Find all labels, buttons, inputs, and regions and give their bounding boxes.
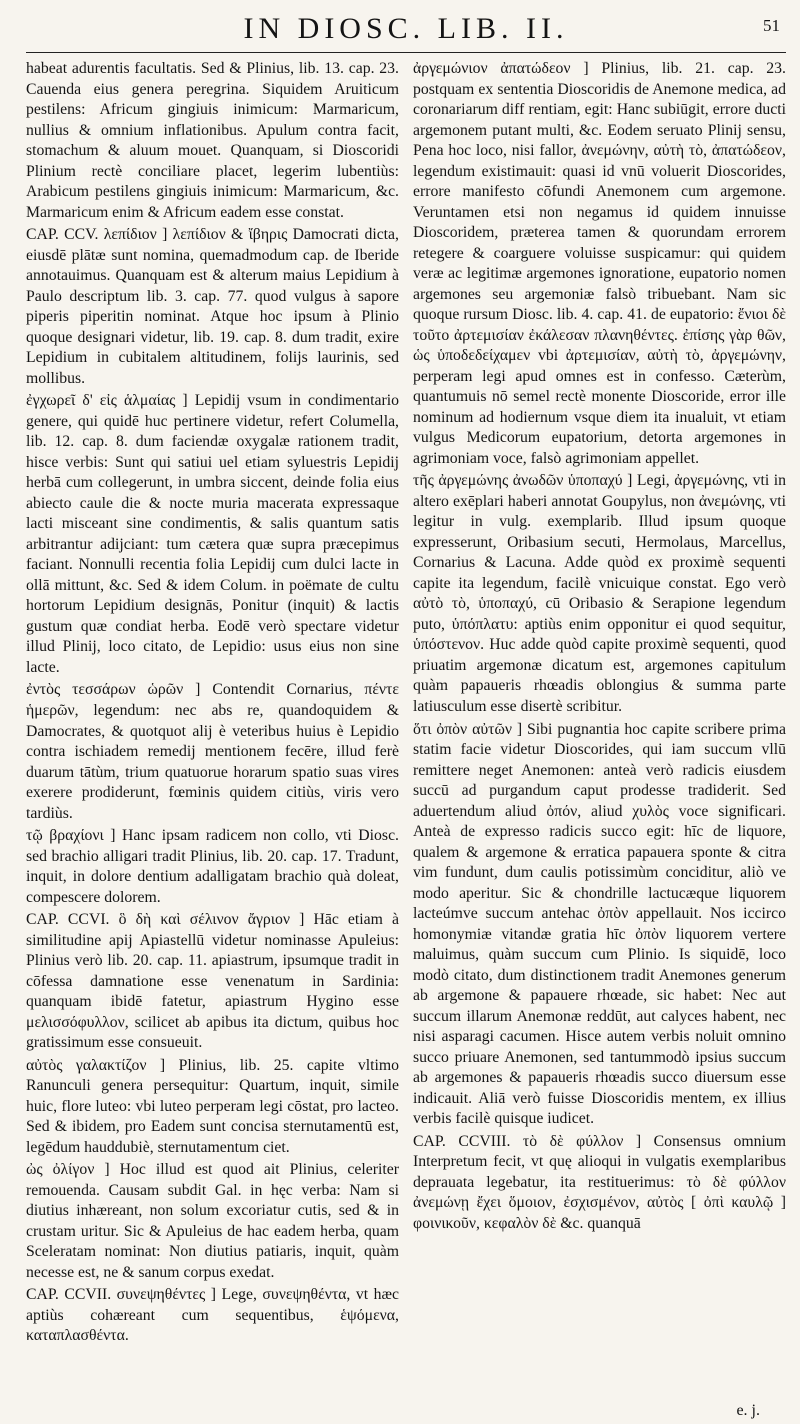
paragraph: habeat adurentis facultatis. Sed & Plinius, lib. 13. cap. 23. Cauenda eius genera peregrina. Siquidem Aruiticum pestilens: Africum gingiuis inimicum: Marmaricum, nullius & omnium inflationibus. Apulum contra facit, stomachum & aluum mouet. Quanquam, si Dioscoridi Plinium rectè conciliare placet, legerim lubentiùs: Arabicum pestilens gingiuis inimicum: Marmaricum, &c. Marmaricum enim & Africum eadem esse constat. <box>26 60 399 221</box>
paragraph: αὐτὸς γαλακτίζον ] Plinius, lib. 25. capite vltimo Ranunculi genera persequitur: Quartum, inquit, simile huic, flore luteo: vbi luteo perperam legi cōstat, pro lacteo. Sed & ibidem, pro Eadem sunt concisa sternutamentū est, legēdum hauddubiè, sternutamentum ciet. <box>26 1056 399 1156</box>
page-header <box>26 10 786 53</box>
text-columns <box>26 59 786 1347</box>
paragraph: ἐντὸς τεσσάρων ὡρῶν ] Contendit Cornarius, πέντε ἡμερῶν, legendum: nec abs re, quandoquidem & Damocrates, & quotquot alij è veteribus huius è Lepidio contra ischiadem remedij mentionem fecēre, illud ferè duarum tātùm, trium quatuorue horarum spatio suas vires exerere prodiderunt, fœminis quidem citiùs, viris vero tardiùs. <box>26 681 399 822</box>
running-title: IN DIOSC. LIB. II. <box>243 12 569 45</box>
paragraph: τῷ βραχίονι ] Hanc ipsam radicem non collo, vti Diosc. sed brachio alligari tradit Plinius, lib. 20. cap. 17. Tradunt, inquit, in dolore dentium adalligatam brachio quà doleat, compescere dolorem. <box>26 827 399 906</box>
paragraph: ὅτι ὀπὸν αὐτῶν ] Sibi pugnantia hoc capite scribere prima statim facie videtur Dioscorides, qui iam succum vllū remittere neget Anemonen: anteà verò radicis eiusdem succū ad purgandum caput prodesse tradiderit. Sed aduertendum aliud ὀπόν, aliud χυλὸς voce significari. Anteà de expresso radicis succo egit: hīc de liquore, qualem & argemone & erratica papauera sponte & citra vim fundunt, dum caulis potissimùm conciditur, aliò ve modo aperitur. Sic & chondrille lactucæque liquorem lacteúmve succum antehac ὀπὸν appellauit. Nos iccirco homonymiæ vitandæ gratia hīc ὀπὸν liquorem vertere maluimus, quàm succum cum Plinio. Is siquidē, loco modò citato, dum distinctionem tradit Anemones generum ab argemone & papauere rhœade, sic habet: Nec aut succum illarum Anemonæ reddūt, aut calyces habent, nec nisi asparagi cacumen. Hisce autem verbis noluit omnino succo priuare Anemonen, sed tantummodò ipsius succum ab argemones & papaueris rhœadis succo diuersum esse indicauit. Aliā verò fuisse Dioscoridis mentem, ex illius verbis facilè quisque iudicet. <box>413 720 786 1128</box>
paragraph: ὠς ὀλίγον ] Hoc illud est quod ait Plinius, celeriter remouenda. Causam subdit Gal. in hęc verba: Nam si diutius inhæreant, non solum excoriatur cutis, sed & in crustam uritur. Sic & Apuleius de hac eadem herba, quam Sceleratam nominat: Non diutius patiaris, inquit, quàm necesse est, ne & sanum corpus exedat. <box>26 1161 399 1281</box>
paragraph: CAP. CCV. λεπίδιον ] λεπίδιον & ἴβηρις Damocrati dicta, eiusdē plātæ sunt nomina, quemadmodum cap. de Iberide annotauimus. Quanquam est & alterum maius Lepidium à Paulo descriptum lib. 3. cap. 77. quod vulgus à sapore piperis piperitin nominat. Atque hoc ipsum à Plinio quoque designari videtur, lib. 19. cap. 8. dum tradit, exire Lepidium in cubitalem altitudinem, folijs laurinis, sed mollibus. <box>26 226 399 387</box>
paragraph: CAP. CCVI. ὃ δὴ καὶ σέλινον ἄγριον ] Hāc etiam à similitudine apij Apiastellū videtur nominasse Apuleius: Plinius verò lib. 20. cap. 11. apiastrum, ipsumque tradit in cōfessa damnatione esse venenatum in Sardinia: quanquam ibidē fatetur, apiastrum Hygino esse μελισσόφυλλον, scilicet ab apibus ita dictum, quibus hoc gratissimum esse consueuit. <box>26 911 399 1052</box>
page-number: 51 <box>763 16 780 35</box>
right-column <box>413 59 786 1347</box>
paragraph: CAP. CCVIII. τὸ δὲ φύλλον ] Consensus omnium Interpretum fecit, vt quę alioqui in vulgatis exemplaribus deprauata legebatur, ita restituerimus: τὸ δὲ φύλλον ἀνεμώνῃ ἔχει ὅμοιον, ἐσχισμένον, αὐτὸς [ ὀπὶ καυλῷ ] φοινικοῦν, κεφαλὸν δὲ &c. quanquā <box>413 1132 786 1232</box>
paragraph: CAP. CCVII. συνεψηθέντες ] Lege, συνεψηθέντα, vt hæc aptiùs cohæreant cum sequentibus, ἑψόμενα, καταπλασθέντα. <box>26 1286 399 1345</box>
catchword: e. j. <box>736 1402 760 1419</box>
left-column <box>26 59 399 1347</box>
paragraph: τῆς ἀργεμώνης ἀνωδῶν ὑποπαχύ ] Legi, ἀργεμώνης, vti in altero exēplari haberi annotat Goupylus, non ἀνεμώνης, vti legitur in vulg. exemplarib. Illud ipsum quoque expresserunt, Oribasium secuti, Hermolaus, Marcellus, Cornarius & Lacuna. Adde quòd ex proximè sequenti capite ita legendum, facilè vnicuique constat. Ego verò αὐτὸ τὸ, ὑποπαχύ, cū Oribasio & Serapione legendum puto, ὑπόπλατυ: aptiùs enim opponitur ei quod sequitur, ὑπόστενον. Huc adde quòd capite proximè sequenti, quod priuatim argemonæ dicatum est, argemones capitulum quàm papaueris rhœadis oblongius & summa parte latiusculum esse disertè scribitur. <box>413 472 786 715</box>
paragraph: ἐγχωρεῖ δ' εἰς ἁλμαίας ] Lepidij vsum in condimentario genere, qui quidē huc pertinere videtur, refert Columella, lib. 12. cap. 8. dum faciendæ oxygalæ rationem tradit, hisce verbis: Sunt qui satiui uel etiam syluestris Lepidij herbā cum collegerunt, in umbra siccent, deinde folia eius abiecto caule die & nocte muria macerata expressaque lacti misceant sine condimentis, & salis quantum satis arbitrantur adijciant: tum cætera quæ supra præcepimus faciant. Nonnulli recentia folia Lepidij cum dulci lacte in ollā mittunt, &c. Sed & idem Colum. in poëmate de cultu hortorum Lepidium designās, Ponitur (inquit) & lactis gustum quæ condiat herba. Eodē verò spectare videtur illud Plinij, loco citato, de Lepidio: usus eius non sine lacte. <box>26 392 399 676</box>
paragraph: ἀργεμώνιον ἀπατώδεον ] Plinius, lib. 21. cap. 23. postquam ex sententia Dioscoridis de Anemone medica, ad coronariarum diff rentiam, egit: Hanc subiūgit, errore ducti argemonem putant multi, &c. Eodem seruato Plinij sensu, Pena hoc loco, nisi fallor, ἀνεμώνην, αὐτὴ τὸ, ἀπατώδεον, legendum existimauit: quasi id vnū voluerit Dioscorides, errore manifesto cōfundi Anemonem cum argemone. Veruntamen etsi non negamus id quidem innuisse Dioscoridem, præterea tamen & quorundam errorem retegere & coarguere voluisse suspicamur: qui quidem veræ ac legitimæ argemones ignoratione, eupatorio nomen argemones seu argemoniæ falsò tribuebant. Nam sic quoque rursum Diosc. lib. 4. cap. 41. de eupatorio: ἔνιοι δὲ τοῦτο ἀρτεμισίαν ἐκάλεσαν πλανηθέντες. ἐπίσης γὰρ θῶν, ὡς ὑποδεδείχαμεν vbi ἀρτεμισίαν, αὐτὴ τὸ, ἀργεμώνην, perperam legi apud omnes est in confesso. Cæterùm, quantumuis nō semel rectè monente Dioscoride, error ille nominum ad hodiernum vsque diem ita inualuit, vt etiam vulgus Medicorum eupatorium, detorta argemones in agrimoniam voce, falsò agrimoniam appellet. <box>413 60 786 467</box>
